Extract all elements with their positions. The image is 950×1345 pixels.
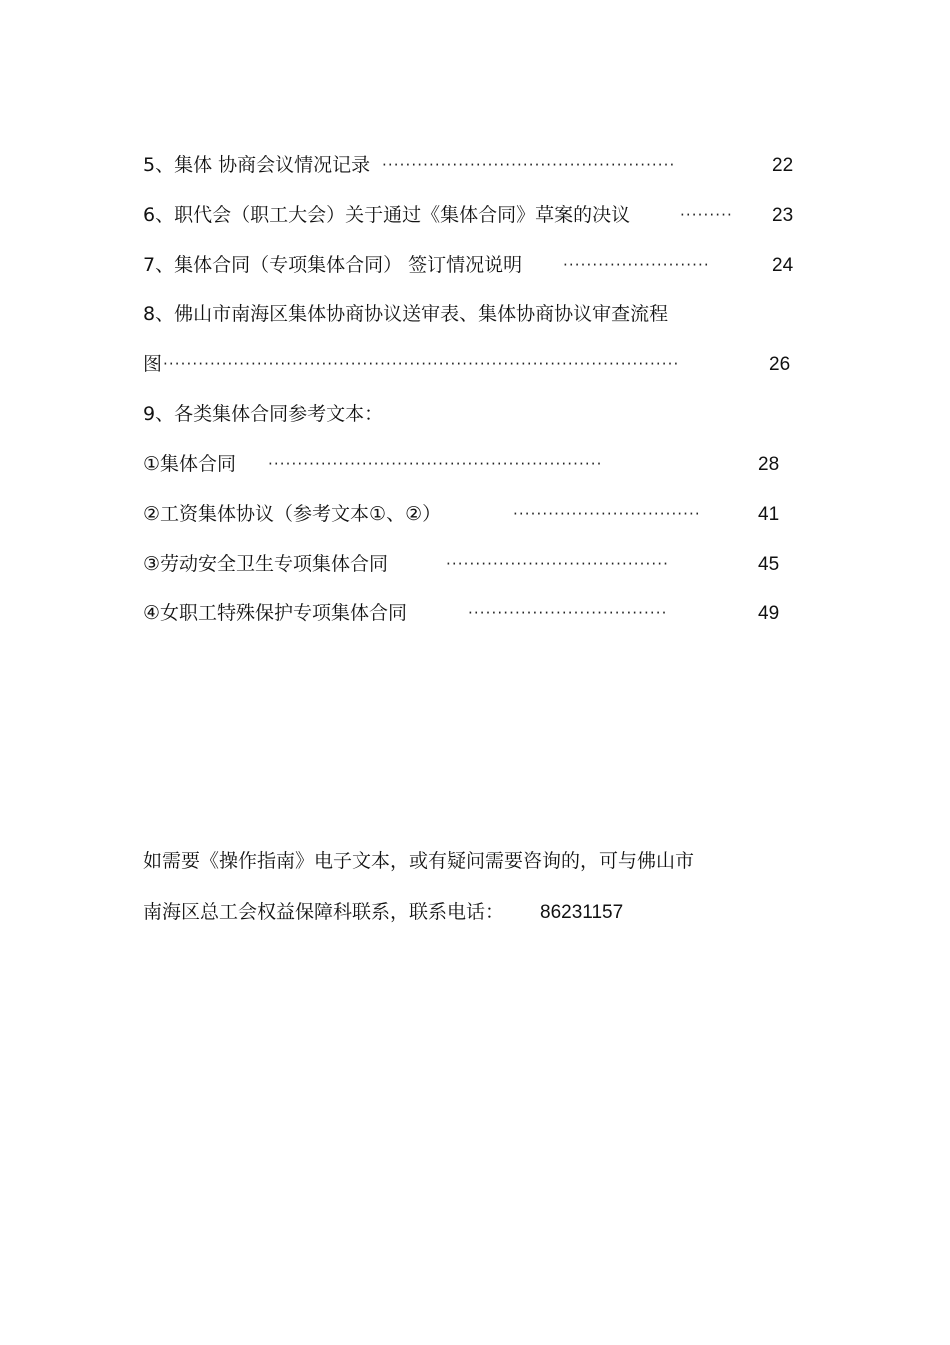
toc-entry-label: 7、集体合同（专项集体合同） 签订情况说明 <box>143 254 523 276</box>
toc-page-number: 23 <box>772 205 794 226</box>
toc-leader-dots: ······································ <box>446 555 669 573</box>
contact-note-text: 如需要《操作指南》电子文本，或有疑问需要咨询的，可与佛山市 <box>143 850 695 872</box>
toc-entry-label: 图 <box>143 353 163 375</box>
contact-note-line-2 <box>143 900 623 925</box>
toc-entry-label: 8、佛山市南海区集体协商协议送审表、集体协商协议审查流程 <box>143 303 669 325</box>
contact-phone-number: 86231157 <box>540 902 624 923</box>
toc-entry-5 <box>143 153 370 177</box>
toc-subentry-1 <box>143 452 236 476</box>
contact-note-line-1 <box>143 849 694 873</box>
toc-page-number: 41 <box>758 504 780 525</box>
toc-leader-dots: ························································································ <box>163 355 680 373</box>
toc-entry-label: 5、集体 协商会议情况记录 <box>143 154 371 176</box>
toc-page-number: 22 <box>772 155 794 176</box>
toc-leader-dots: ································ <box>513 505 701 523</box>
toc-page-number: 26 <box>769 354 791 375</box>
toc-entry-8-continued <box>143 352 162 376</box>
toc-page-number: 49 <box>758 603 780 624</box>
toc-entry-label: 9、各类集体合同参考文本： <box>143 403 384 425</box>
toc-entry-8 <box>143 302 668 326</box>
toc-entry-9 <box>143 402 383 426</box>
toc-leader-dots: ·································· <box>468 604 668 622</box>
toc-subentry-4 <box>143 601 407 625</box>
toc-entry-7 <box>143 253 522 277</box>
toc-entry-label: ①集体合同 <box>143 453 237 475</box>
toc-page-number: 45 <box>758 554 780 575</box>
toc-leader-dots: ························································· <box>268 455 603 473</box>
toc-entry-label: ②工资集体协议（参考文本①、②） <box>143 503 442 525</box>
toc-page-number: 24 <box>772 255 794 276</box>
toc-entry-label: 6、职代会（职工大会）关于通过《集体合同》草案的决议 <box>143 204 631 226</box>
toc-entry-label: ④女职工特殊保护专项集体合同 <box>143 602 408 624</box>
toc-subentry-3 <box>143 552 388 576</box>
toc-page-number: 28 <box>758 454 780 475</box>
toc-leader-dots: ························· <box>563 256 710 274</box>
toc-leader-dots: ·················································· <box>382 156 676 174</box>
toc-entry-label: ③劳动安全卫生专项集体合同 <box>143 553 389 575</box>
toc-entry-6 <box>143 203 630 227</box>
toc-subentry-2 <box>143 502 441 526</box>
toc-leader-dots: ········· <box>680 206 733 224</box>
contact-note-text: 南海区总工会权益保障科联系，联系电话： <box>143 901 505 923</box>
